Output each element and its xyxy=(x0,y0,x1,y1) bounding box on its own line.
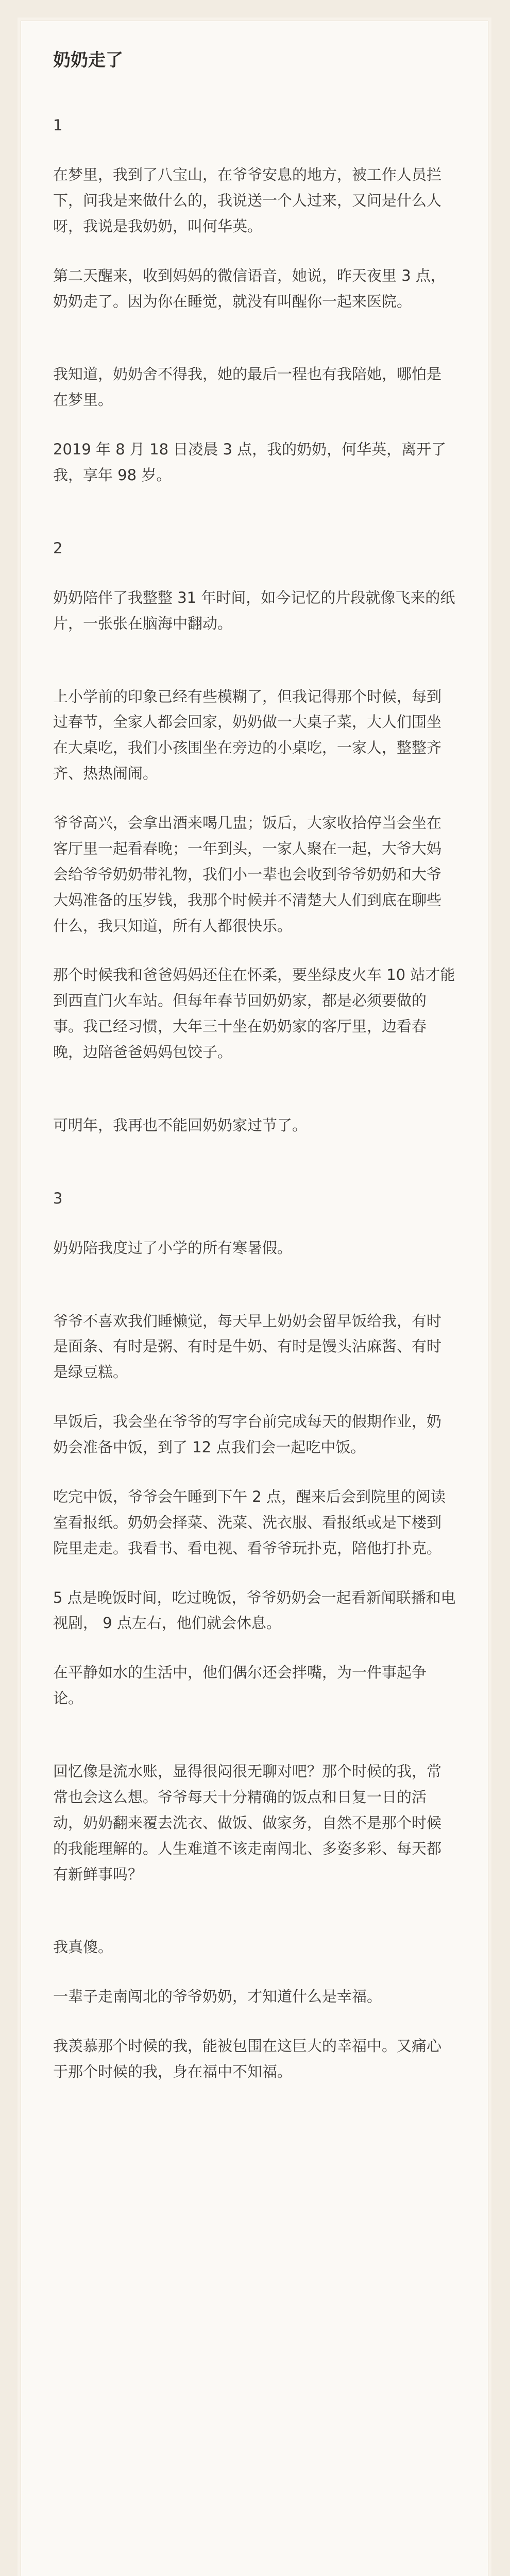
paragraph: 上小学前的印象已经有些模糊了，但我记得那个时候，每到过春节，全家人都会回家，奶奶做一大桌子菜，大人们围坐在大桌吃，我们小孩围坐在旁边的小桌吃，一家人，整整齐齐、热热闹闹。 xyxy=(53,687,442,783)
paragraph: 奶奶陪伴了我整整 31 年时间，如今记忆的片段就像飞来的纸片，一张张在脑海中翻动。 xyxy=(53,588,455,632)
paragraph: 可明年，我再也不能回奶奶家过节了。 xyxy=(53,1116,308,1134)
article-title: 奶奶走了 xyxy=(53,50,123,71)
paragraph: 奶奶陪我度过了小学的所有寒暑假。 xyxy=(53,1239,293,1257)
paragraph: 在平静如水的生活中，他们偶尔还会拌嘴，为一件事起争论。 xyxy=(53,1664,427,1707)
section-number: 1 xyxy=(53,116,63,134)
paragraph: 5 点是晚饭时间，吃过晚饭，爷爷奶奶会一起看新闻联播和电视剧， 9 点左右，他们就会休息。 xyxy=(53,1588,456,1632)
paragraph: 回忆像是流水账，显得很闷很无聊对吧？那个时候的我，常常也会这么想。爷爷每天十分精确的饭点和日复一日的活动，奶奶翻来覆去洗衣、做饭、做家务，自然不是那个时候的我能理解的。人生难道不该走南闯北、多姿多彩、每天都有新鲜事吗？ xyxy=(53,1762,442,1883)
paragraph: 早饭后，我会坐在爷爷的写字台前完成每天的假期作业，奶奶会准备中饭，到了 12 点我们会一起吃中饭。 xyxy=(53,1413,442,1456)
paragraph: 第二天醒来，收到妈妈的微信语音，她说，昨天夜里 3 点，奶奶走了。因为你在睡觉，就没有叫醒你一起来医院。 xyxy=(53,266,446,310)
section-number: 2 xyxy=(53,539,63,557)
paragraph: 爷爷不喜欢我们睡懒觉，每天早上奶奶会留早饭给我，有时是面条、有时是粥、有时是牛奶、有时是馒头沾麻酱、有时是绿豆糕。 xyxy=(53,1312,442,1381)
paragraph: 我真傻。 xyxy=(53,1938,113,1956)
paragraph: 2019 年 8 月 18 日凌晨 3 点，我的奶奶，何华英，离开了我，享年 98 岁。 xyxy=(53,440,447,484)
note-paper xyxy=(21,21,488,2576)
paragraph: 吃完中饭，爷爷会午睡到下午 2 点，醒来后会到院里的阅读室看报纸。奶奶会择菜、洗菜、洗衣服、看报纸或是下楼到院里走走。我看书、看电视、看爷爷玩扑克，陪他打扑克。 xyxy=(53,1487,446,1557)
paragraph: 我羡慕那个时候的我，能被包围在这巨大的幸福中。又痛心于那个时候的我，身在福中不知福。 xyxy=(53,2037,442,2081)
section-number: 3 xyxy=(53,1189,63,1207)
paragraph: 在梦里，我到了八宝山，在爷爷安息的地方，被工作人员拦下，问我是来做什么的，我说送一个人过来，又问是什么人呀，我说是我奶奶，叫何华英。 xyxy=(53,166,442,235)
paragraph: 爷爷高兴，会拿出酒来喝几盅；饭后，大家收拾停当会坐在客厅里一起看春晚；一年到头，一家人聚在一起，大爷大妈会给爷爷奶奶带礼物，我们小一辈也会收到爷爷奶奶和大爷大妈准备的压岁钱，我那个时候并不清楚大人们到底在聊些什么，我只知道，所有人都很快乐。 xyxy=(53,814,442,935)
paragraph: 我知道，奶奶舍不得我，她的最后一程也有我陪她，哪怕是在梦里。 xyxy=(53,365,442,409)
paragraph: 那个时候我和爸爸妈妈还住在怀柔，要坐绿皮火车 10 站才能到西直门火车站。但每年春节回奶奶家，都是必须要做的事。我已经习惯，大年三十坐在奶奶家的客厅里，边看春晚，边陪爸爸妈妈包饺子。 xyxy=(53,966,455,1061)
paragraph: 一辈子走南闯北的爷爷奶奶，才知道什么是幸福。 xyxy=(53,1988,382,2006)
